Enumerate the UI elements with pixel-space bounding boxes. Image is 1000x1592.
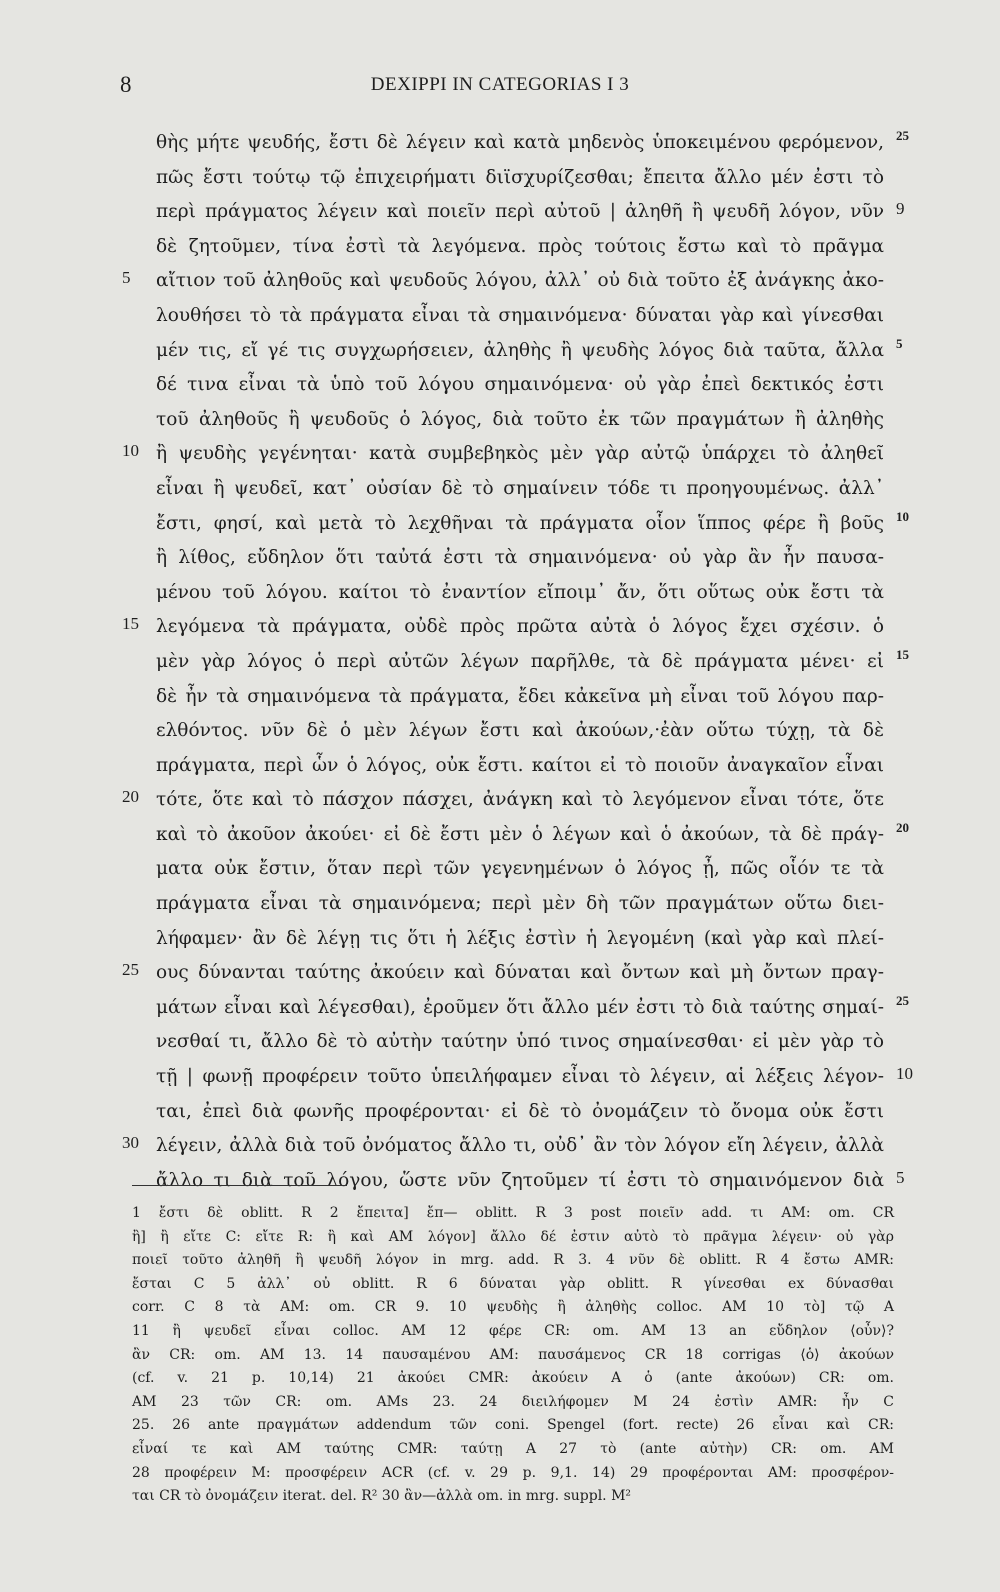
line-text: λέγειν, ἀλλὰ διὰ τοῦ ὀνόματος ἄλλο τι, οὐδ᾿ ἂν τὸν λόγον εἴη λέγειν, ἀλλὰ <box>156 1135 884 1157</box>
line-text: περὶ πράγματος λέγειν καὶ ποιεῖν περὶ αὐτοῦ | ἀληθῆ ἢ ψευδῆ λόγον, νῦν <box>156 201 884 223</box>
apparatus-line: corr. C 8 τὰ AM: om. CR 9. 10 ψευδὴς ἢ ἀληθὴς colloc. AM 10 τὸ] τῷ A <box>132 1299 894 1316</box>
line-number: 20 <box>122 787 139 807</box>
apparatus-line: 1 ἔστι δὲ oblitt. R 2 ἔπειτα] ἔπ— oblitt. R 3 post ποιεῖν add. τι AM: om. CR <box>132 1205 894 1221</box>
text-line <box>0 336 1000 371</box>
margin-reference: 5 <box>896 1167 905 1187</box>
text-line <box>0 682 1000 717</box>
page-number: 8 <box>120 72 132 97</box>
text-line <box>0 889 1000 924</box>
line-text: θὴς μήτε ψευδής, ἔστι δὲ λέγειν καὶ κατὰ μηδενὸς ὑποκειμένου φερόμενον, <box>156 132 884 153</box>
line-text: νεσθαί τι, ἄλλο δὲ τὸ αὐτὴν ταύτην ὑπό τινος σημαίνεσθαι· εἰ μὲν γὰρ τὸ <box>156 1031 884 1053</box>
line-text: δὲ ἦν τὰ σημαινόμενα τὰ πράγματα, ἔδει κἀκεῖνα μὴ εἶναι τοῦ λόγου παρ- <box>156 685 884 707</box>
text-line <box>0 958 1000 993</box>
apparatus-line: ἢ] ἢ εἴτε C: εἴτε R: ἢ καὶ AM λόγον] ἄλλο δέ ἐστιν αὐτὸ τὸ πρᾶγμα λέγειν· οὐ γὰρ <box>132 1228 894 1245</box>
text-line <box>0 509 1000 544</box>
apparatus-line: (cf. v. 21 p. 10,14) 21 ἀκούει CMR: ἀκούειν A ὁ (ante ἀκούων) CR: om. <box>132 1370 894 1387</box>
line-text: μάτων εἶναι καὶ λέγεσθαι), ἐροῦμεν ὅτι ἄλλο μέν ἐστι τὸ διὰ ταύτης σημαί- <box>156 996 884 1018</box>
critical-apparatus <box>132 1202 894 1509</box>
text-line <box>0 854 1000 889</box>
margin-reference: 10 <box>896 1064 913 1084</box>
line-text: λουθήσει τὸ τὰ πράγματα εἶναι τὰ σημαινόμενα· δύναται γὰρ καὶ γίνεσθαι <box>156 304 884 326</box>
text-line <box>0 993 1000 1028</box>
line-text: μέν τις, εἴ γέ τις συγχωρήσειεν, ἀληθὴς ἢ ψευδὴς λόγος διὰ ταῦτα, ἄλλα <box>156 339 884 361</box>
line-text: τοῦ ἀληθοῦς ἢ ψευδοῦς ὁ λόγος, διὰ τοῦτο ἐκ τῶν πραγμάτων ἢ ἀληθὴς <box>156 408 884 430</box>
margin-reference: 25 <box>896 128 909 143</box>
line-text: μὲν γὰρ λόγος ὁ περὶ αὐτῶν λέγων παρῆλθε, τὰ δὲ πράγματα μένει· εἰ <box>156 650 884 672</box>
margin-reference: 15 <box>896 646 909 662</box>
margin-reference: 20 <box>896 819 909 835</box>
line-text: τῇ | φωνῇ προφέρειν τοῦτο ὑπειλήφαμεν εἶναι τὸ λέγειν, αἱ λέξεις λέγον- <box>156 1066 884 1088</box>
apparatus-line: εἶναί τε καὶ AM ταύτης CMR: ταύτῃ A 27 τὸ (ante αὐτὴν) CR: om. AM <box>132 1440 894 1457</box>
line-text: πράγματα εἶναι τὰ σημαινόμενα; περὶ μὲν δὴ τῶν πραγμάτων οὕτω διει- <box>156 893 884 915</box>
line-text: ελθόντος. νῦν δὲ ὁ μὲν λέγων ἔστι καὶ ἀκούων,·ἐὰν οὕτω τύχῃ, τὰ δὲ <box>156 720 884 742</box>
text-line <box>0 785 1000 820</box>
apparatus-line: ἂν CR: om. AM 13. 14 παυσαμένου AM: παυσάμενος CR 18 corrigas ⟨ὁ⟩ ἀκούων <box>132 1346 894 1363</box>
line-text: ἄλλο τι διὰ τοῦ λόγου, ὥστε νῦν ζητοῦμεν τί ἐστι τὸ σημαινόμενον διὰ <box>156 1169 884 1191</box>
text-line <box>0 1062 1000 1097</box>
main-text <box>0 128 1000 1200</box>
text-line <box>0 543 1000 578</box>
text-line <box>0 924 1000 959</box>
line-text: μένου τοῦ λόγου. καίτοι τὸ ἐναντίον εἴποιμ᾿ ἄν, ὅτι οὕτως οὐκ ἔστι τὰ <box>156 581 884 603</box>
line-text: λεγόμενα τὰ πράγματα, οὐδὲ πρὸς πρῶτα αὐτὰ ὁ λόγος ἔχει σχέσιν. ὁ <box>156 616 884 638</box>
line-number: 25 <box>122 960 139 980</box>
line-text: δὲ ζητοῦμεν, τίνα ἐστὶ τὰ λεγόμενα. πρὸς τούτοις ἔστω καὶ τὸ πρᾶγμα <box>156 235 884 257</box>
line-text: ματα οὐκ ἔστιν, ὅταν περὶ τῶν γεγενημένων ὁ λόγος ᾖ, πῶς οἷόν τε τὰ <box>156 858 884 880</box>
line-text: ους δύνανται ταύτης ἀκούειν καὶ δύναται καὶ ὄντων καὶ μὴ ὄντων πραγ- <box>156 962 884 984</box>
text-line <box>0 820 1000 855</box>
apparatus-line: 25. 26 ante πραγμάτων addendum τῶν coni. Spengel (fort. recte) 26 εἶναι καὶ CR: <box>132 1417 894 1434</box>
line-text: εἶναι ἢ ψευδεῖ, κατ᾿ οὐσίαν δὲ τὸ σημαίνειν τόδε τι προηγουμένως. ἀλλ᾿ <box>156 477 884 499</box>
line-text: αἴτιον τοῦ ἀληθοῦς καὶ ψευδοῦς λόγου, ἀλλ᾿ οὐ διὰ τοῦτο ἐξ ἀνάγκης ἀκο- <box>156 270 884 292</box>
apparatus-line: ται CR τὸ ὀνομάζειν iterat. del. R² 30 ἂν—ἀλλὰ om. in mrg. suppl. M² <box>132 1488 632 1505</box>
line-number: 30 <box>122 1133 139 1153</box>
text-line <box>0 405 1000 440</box>
margin-reference: 10 <box>896 508 909 524</box>
margin-reference: 25 <box>896 992 909 1008</box>
apparatus-line: ποιεῖ τοῦτο ἀληθῆ ἢ ψευδῆ λόγον in mrg. add. R 3. 4 νῦν δὲ oblitt. R 4 ἔστω AMR: <box>132 1252 894 1269</box>
footnote-rule <box>132 1185 347 1186</box>
text-line <box>0 266 1000 301</box>
text-line <box>0 1027 1000 1062</box>
margin-reference: 9 <box>896 199 905 219</box>
line-text: ἔστι, φησί, καὶ μετὰ τὸ λεχθῆναι τὰ πράγματα οἷον ἵππος φέρε ἢ βοῦς <box>156 512 884 534</box>
text-line <box>0 578 1000 613</box>
line-number: 15 <box>122 614 139 634</box>
apparatus-line: ἔσται C 5 ἀλλ᾿ οὐ oblitt. R 6 δύναται γὰρ oblitt. R γίνεσθαι ex δύνασθαι <box>132 1275 894 1292</box>
text-line <box>0 474 1000 509</box>
text-line <box>0 1131 1000 1166</box>
line-text: τότε, ὅτε καὶ τὸ πάσχον πάσχει, ἀνάγκη καὶ τὸ λεγόμενον εἶναι τότε, ὅτε <box>156 789 884 811</box>
margin-reference: 5 <box>896 335 903 351</box>
text-line <box>0 163 1000 198</box>
running-title: DEXIPPI IN CATEGORIAS I 3 <box>370 74 630 95</box>
line-text: δέ τινα εἶναι τὰ ὑπὸ τοῦ λόγου σημαινόμενα· οὐ γὰρ ἐπεὶ δεκτικός ἐστι <box>156 374 884 396</box>
text-line <box>0 1097 1000 1132</box>
text-line <box>0 647 1000 682</box>
text-line <box>0 439 1000 474</box>
text-line <box>0 716 1000 751</box>
apparatus-line: AM 23 τῶν CR: om. AMs 23. 24 διειλήφομεν M 24 ἐστὶν AMR: ἦν C <box>132 1393 894 1410</box>
line-text: ἢ ψευδὴς γεγένηται· κατὰ συμβεβηκὸς μὲν γὰρ αὐτῷ ὑπάρχει τὸ ἀληθεῖ <box>156 443 884 465</box>
text-line <box>0 232 1000 267</box>
apparatus-line: 11 ἢ ψευδεῖ εἶναι colloc. AM 12 φέρε CR: om. AM 13 an εὔδηλον ⟨οὖν⟩? <box>132 1322 894 1339</box>
text-line <box>0 370 1000 405</box>
page-header <box>120 72 880 106</box>
line-text: πράγματα, περὶ ὧν ὁ λόγος, οὐκ ἔστι. καίτοι εἰ τὸ ποιοῦν ἀναγκαῖον εἶναι <box>156 754 884 776</box>
text-line <box>0 1166 1000 1201</box>
line-number: 5 <box>122 268 131 288</box>
line-text: ται, ἐπεὶ διὰ φωνῆς προφέρονται· εἰ δὲ τὸ ὀνομάζειν τὸ ὄνομα οὐκ ἔστι <box>156 1100 884 1122</box>
text-line <box>0 128 1000 163</box>
text-line <box>0 301 1000 336</box>
text-line <box>0 612 1000 647</box>
apparatus-line: 28 προφέρειν M: προσφέρειν ACR (cf. v. 29 p. 9,1. 14) 29 προφέρονται AM: προσφέρον- <box>132 1464 894 1481</box>
line-text: λήφαμεν· ἂν δὲ λέγῃ τις ὅτι ἡ λέξις ἐστὶν ἡ λεγομένη (καὶ γὰρ καὶ πλεί- <box>156 927 884 949</box>
line-text: ἢ λίθος, εὔδηλον ὅτι ταὐτά ἐστι τὰ σημαινόμενα· οὐ γὰρ ἂν ἦν παυσα- <box>156 547 884 569</box>
line-number: 10 <box>122 441 139 461</box>
text-line <box>0 197 1000 232</box>
line-text: καὶ τὸ ἀκοῦον ἀκούει· εἰ δὲ ἔστι μὲν ὁ λέγων καὶ ὁ ἀκούων, τὰ δὲ πράγ- <box>156 823 884 845</box>
line-text: πῶς ἔστι τούτῳ τῷ ἐπιχειρήματι διϊσχυρίζεσθαι; ἔπειτα ἄλλο μέν ἐστι τὸ <box>156 166 884 188</box>
text-line <box>0 751 1000 786</box>
